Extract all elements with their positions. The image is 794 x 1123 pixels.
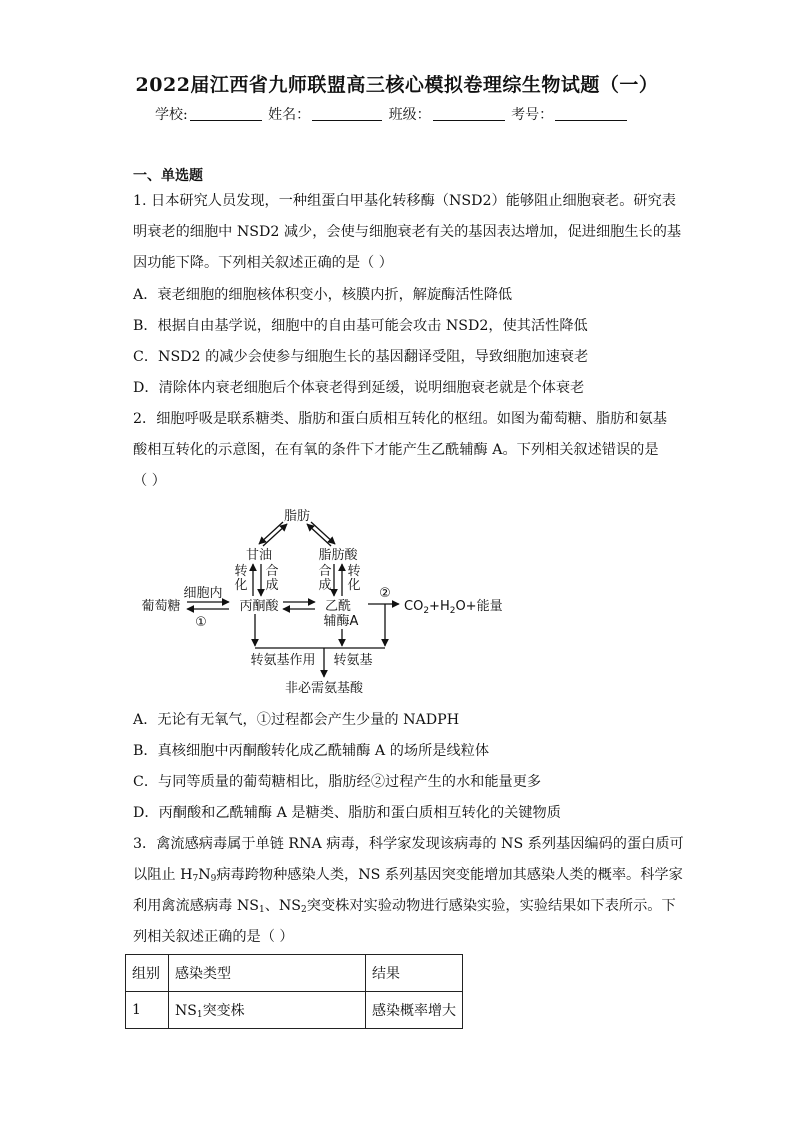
q2-option-b: B．真核细胞中丙酮酸转化成乙酰辅酶 A 的场所是线粒体 bbox=[133, 743, 490, 759]
school-label: 学校: bbox=[155, 107, 188, 123]
q2-stem-line: （ ） bbox=[133, 473, 166, 489]
q1-stem-line: 1. 日本研究人员发现，一种组蛋白甲基化转移酶（NSD2）能够阻止细胞衰老。研究表 bbox=[133, 193, 676, 209]
name-blank[interactable] bbox=[312, 108, 382, 121]
section-title: 一、单选题 bbox=[133, 168, 203, 184]
label-convert: 转 bbox=[347, 564, 361, 579]
page-title: 2022届江西省九师联盟高三核心模拟卷理综生物试题（一） bbox=[135, 74, 659, 96]
node-fatty-acid: 脂肪酸 bbox=[318, 548, 358, 563]
q3-stem-line: 利用禽流感病毒 $NS_1$、$NS_2$突变株对实验动物进行感染实验，实验结果如下表所示。下 bbox=[133, 898, 676, 915]
table-header-cell: 感染类型 bbox=[169, 955, 366, 992]
q1-option-b: B．根据自由基学说，细胞中的自由基可能会攻击 NSD2，使其活性降低 bbox=[133, 318, 588, 334]
node-products: $CO_2+H_2O+$能量 bbox=[404, 599, 503, 616]
class-label: 班级： bbox=[388, 107, 431, 123]
q1-stem-line: 因功能下降。下列相关叙述正确的是（ ） bbox=[133, 255, 393, 271]
node-acetyl: 乙酰 bbox=[324, 599, 352, 614]
q1-option-d: D．清除体内衰老细胞后个体衰老得到延缓，说明细胞衰老就是个体衰老 bbox=[133, 380, 585, 396]
node-pyruvate: 丙酮酸 bbox=[239, 599, 279, 614]
q2-option-d: D．丙酮酸和乙酰辅酶 A 是糖类、脂肪和蛋白质相互转化的关键物质 bbox=[133, 805, 561, 821]
node-fat: 脂肪 bbox=[283, 509, 311, 524]
q3-stem-line: 3．禽流感病毒属于单链 RNA 病毒，科学家发现该病毒的 NS 系列基因编码的蛋白质可 bbox=[133, 836, 684, 852]
label-transamination: 转氨基作用 bbox=[250, 653, 316, 668]
exam-no-label: 考号： bbox=[511, 107, 554, 123]
student-info-line bbox=[155, 104, 629, 124]
school-blank[interactable] bbox=[190, 108, 262, 121]
metabolism-diagram bbox=[135, 500, 515, 700]
q2-stem-line: 2．细胞呼吸是联系糖类、脂肪和蛋白质相互转化的枢纽。如图为葡萄糖、脂肪和氨基 bbox=[133, 411, 667, 427]
label-synth: 成 bbox=[318, 578, 332, 593]
node-nonessential-aa: 非必需氨基酸 bbox=[284, 681, 364, 696]
table-cell-group: 1 bbox=[126, 992, 169, 1029]
class-blank[interactable] bbox=[433, 108, 505, 121]
label-synth: 成 bbox=[265, 578, 279, 593]
table-header-row bbox=[126, 955, 463, 992]
label-synth: 合 bbox=[318, 564, 332, 579]
name-label: 姓名： bbox=[268, 107, 311, 123]
table-header-cell: 结果 bbox=[366, 955, 463, 992]
q3-result-table bbox=[125, 954, 463, 1029]
exam-no-blank[interactable] bbox=[555, 108, 627, 121]
label-in-cell: 细胞内 bbox=[183, 586, 223, 601]
label-step-1: ① bbox=[195, 615, 207, 630]
q2-option-c: C．与同等质量的葡萄糖相比，脂肪经②过程产生的水和能量更多 bbox=[133, 774, 542, 790]
q3-stem-line: 以阻止 $H_7N_9$病毒跨物种感染人类，NS 系列基因突变能增加其感染人类的概率。科学家 bbox=[133, 867, 683, 884]
label-convert: 转 bbox=[234, 564, 248, 579]
q2-stem-line: 酸相互转化的示意图，在有氧的条件下才能产生乙酰辅酶 A。下列相关叙述错误的是 bbox=[133, 442, 659, 458]
q1-option-c: C．NSD2 的减少会使参与细胞生长的基因翻译受阻，导致细胞加速衰老 bbox=[133, 349, 589, 365]
table-row bbox=[126, 992, 463, 1029]
table-header-cell: 组别 bbox=[126, 955, 169, 992]
node-glycerol: 甘油 bbox=[245, 548, 273, 563]
label-synth: 合 bbox=[265, 564, 279, 579]
node-glucose: 葡萄糖 bbox=[141, 599, 181, 614]
q1-stem-line: 明衰老的细胞中 NSD2 减少，会使与细胞衰老有关的基因表达增加，促进细胞生长的基 bbox=[133, 224, 682, 240]
label-transamino: 转氨基 bbox=[333, 653, 373, 668]
node-coa: 辅酶A bbox=[323, 614, 359, 629]
q2-option-a: A．无论有无氧气，①过程都会产生少量的 NADPH bbox=[133, 712, 460, 728]
label-step-2: ② bbox=[379, 586, 391, 601]
q1-option-a: A．衰老细胞的细胞核体积变小，核膜内折，解旋酶活性降低 bbox=[133, 287, 513, 303]
q3-stem-line: 列相关叙述正确的是（ ） bbox=[133, 929, 294, 945]
table-cell-result: 感染概率增大 bbox=[366, 992, 463, 1029]
label-convert: 化 bbox=[234, 578, 248, 593]
label-convert: 化 bbox=[347, 578, 361, 593]
table-cell-type: $NS_1$突变株 bbox=[169, 992, 366, 1029]
